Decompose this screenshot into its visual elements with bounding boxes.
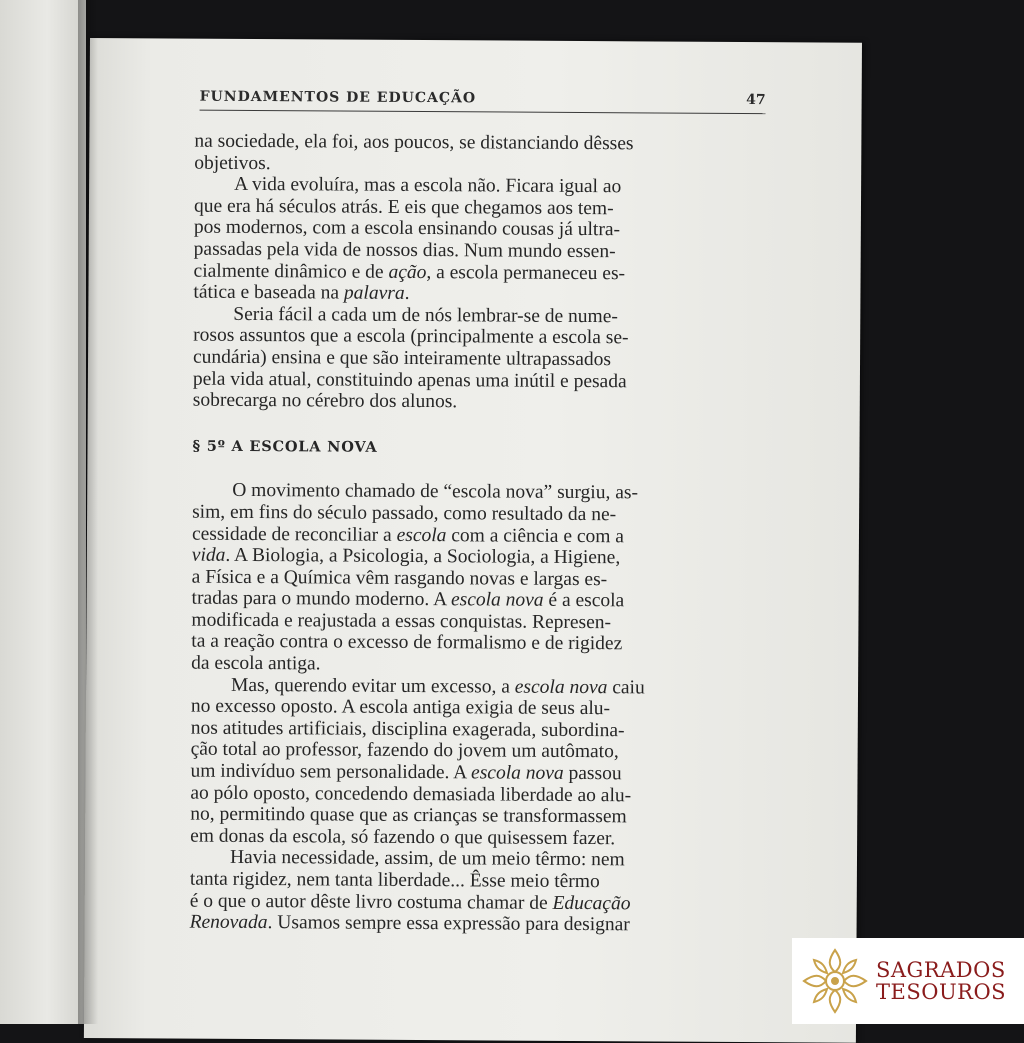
paragraph-5: Mas, querendo evitar um excesso, a escola nova caiu no excesso oposto. A escola antiga exigia de seus alu- nos atitudes artificiais, disciplina exagerada, subordina- ção total ao professor, fazendo do jovem um autômato, um indivíduo sem personalidade. A escola nova passou ao pólo oposto, concedendo demasiada liberdade ao alu- no, permitindo quase que as crianças se transformassem em donas da escola, só fazendo o que quisessem fazer. — [190, 674, 645, 850]
running-header — [200, 89, 766, 114]
page-body — [190, 131, 773, 937]
book-page — [84, 38, 862, 1043]
paragraph-6: Havia necessidade, assim, de um meio têrmo: nem tanta rigidez, nem tanta liberdade... Êsse meio têrmo é o que o autor dêste livro costuma chamar de Educação Renovada. Usamos sempre essa expressão para designar — [189, 847, 631, 936]
paragraph-2: A vida evoluíra, mas a escola não. Ficara igual ao que era há séculos atrás. E eis que chegamos aos tem- pos modernos, com a escola ensinando cousas já ultra- passadas pela vida de nossos dias. Num mundo essen- cialmente dinâmico e de ação, a escola permaneceu es- tática e baseada na palavra. — [193, 174, 626, 305]
paragraph-3: Seria fácil a cada um de nós lembrar-se de nume- rosos assuntos que a escola (principalmente a escola se- cundária) ensina e que são inteiramente ultrapassados pela vida atual, constituindo apenas uma inútil e pesada sobrecarga no cérebro dos alunos. — [192, 303, 629, 413]
running-head-title: FUNDAMENTOS DE EDUCAÇÃO — [199, 88, 477, 107]
watermark-text — [876, 959, 1006, 1003]
watermark-line-1: SAGRADOS — [876, 958, 1006, 982]
page-number: 47 — [746, 92, 766, 109]
book-gutter-shadow — [78, 0, 98, 1024]
ornament-icon — [800, 946, 870, 1016]
paragraph-1: na sociedade, ela foi, aos poucos, se distanciando dêsses objetivos. — [194, 130, 634, 174]
left-page-edge — [0, 0, 86, 1024]
paragraph-4: O movimento chamado de “escola nova” surgiu, as- sim, em fins do século passado, como resultado da ne- cessidade de reconciliar a escola com a ciência e com a vida. A Biologia, a Psicologia, a Sociologia, a Higiene, a Física e a Química vêm rasgando novas e largas es- tradas para o mundo moderno. A escola nova é a escola modificada e reajustada a essas conquistas. Represen- ta a reação contra o excesso de formalismo e de rigidez da escola antiga. — [191, 480, 639, 675]
section-heading: § 5º A ESCOLA NOVA — [192, 437, 378, 456]
watermark-logo — [792, 938, 1024, 1024]
watermark-line-2: TESOUROS — [876, 980, 1007, 1004]
